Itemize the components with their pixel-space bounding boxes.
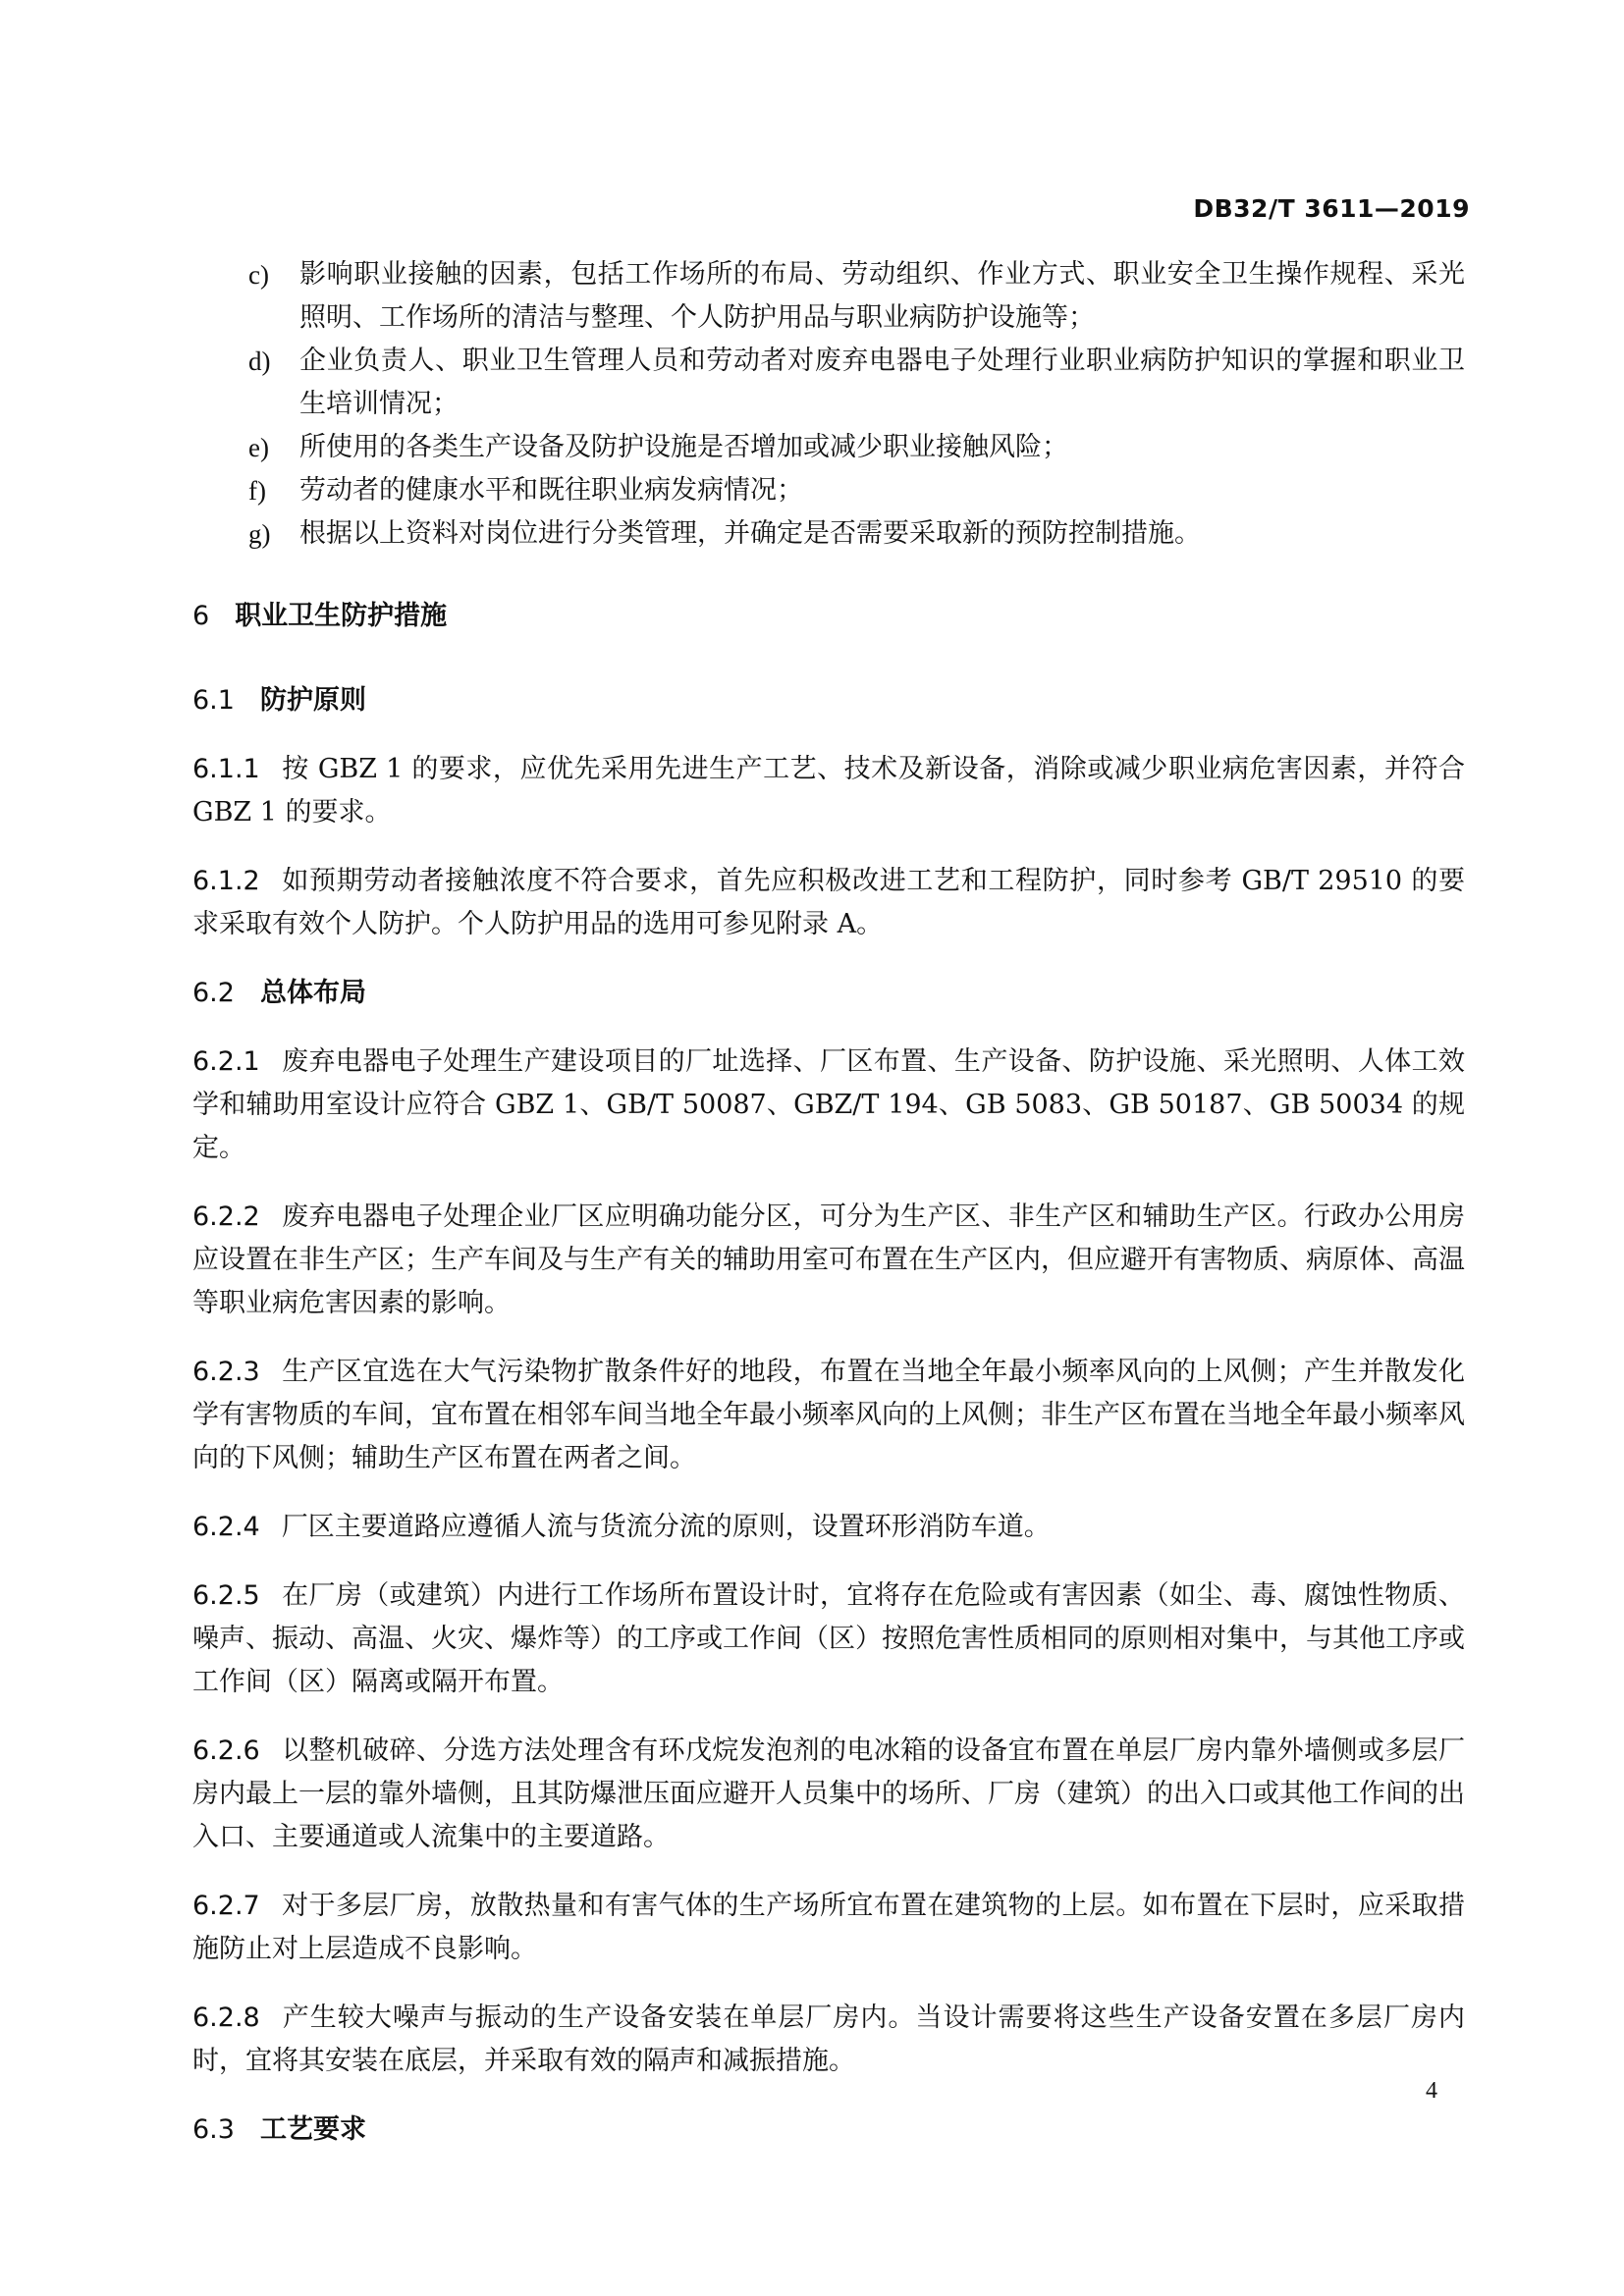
clause-text: 废弃电器电子处理企业厂区应明确功能分区，可分为生产区、非生产区和辅助生产区。行政办公用房应设置在非生产区；生产车间及与生产有关的辅助用室可布置在生产区内，但应避开有害物质、病原体、高温等职业病危害因素的影响。 <box>192 1201 1465 1318</box>
section-title: 总体布局 <box>259 978 366 1008</box>
list-item-text: 根据以上资料对岗位进行分类管理，并确定是否需要采取新的预防控制措施。 <box>299 518 1201 549</box>
clause-number: 6.2.2 <box>192 1201 260 1232</box>
list-item-c <box>192 253 1465 340</box>
clause-number: 6.2.5 <box>192 1580 260 1611</box>
section-title: 防护原则 <box>259 685 366 716</box>
clause-number: 6.2.6 <box>192 1735 260 1766</box>
section-6-heading <box>192 595 1465 638</box>
list-item-text: 所使用的各类生产设备及防护设施是否增加或减少职业接触风险； <box>299 432 1068 462</box>
page-number: 4 <box>1426 2078 1437 2104</box>
section-number: 6.3 <box>192 2114 235 2145</box>
clause-text: 厂区主要道路应遵循人流与货流分流的原则，设置环形消防车道。 <box>281 1512 1051 1542</box>
section-title: 职业卫生防护措施 <box>235 601 448 631</box>
list-item-e <box>192 426 1465 469</box>
clause-6-1-1 <box>192 748 1465 834</box>
section-6-1-heading <box>192 679 1465 722</box>
list-marker: f) <box>248 476 266 506</box>
clause-number: 6.2.7 <box>192 1891 260 1921</box>
list-marker: d) <box>248 347 271 376</box>
clause-text: 按 GBZ 1 的要求，应优先采用先进生产工艺、技术及新设备，消除或减少职业病危害因素，并符合 GBZ 1 的要求。 <box>192 754 1465 828</box>
list-item-f <box>192 469 1465 512</box>
clause-text: 废弃电器电子处理生产建设项目的厂址选择、厂区布置、生产设备、防护设施、采光照明、人体工效学和辅助用室设计应符合 GBZ 1、GB/T 50087、GBZ/T 194、GB 5083、GB 50187、GB 50034 的规定。 <box>192 1046 1465 1163</box>
clause-text: 对于多层厂房，放散热量和有害气体的生产场所宜布置在建筑物的上层。如布置在下层时，应采取措施防止对上层造成不良影响。 <box>192 1891 1465 1964</box>
list-item-text: 劳动者的健康水平和既往职业病发病情况； <box>299 475 803 506</box>
list-marker: g) <box>248 519 271 549</box>
clause-6-2-2 <box>192 1196 1465 1325</box>
list-item-g <box>192 512 1465 556</box>
document-code: DB32/T 3611—2019 <box>1193 194 1470 223</box>
clause-6-2-3 <box>192 1351 1465 1480</box>
clause-text: 在厂房（或建筑）内进行工作场所布置设计时，宜将存在危险或有害因素（如尘、毒、腐蚀性物质、噪声、振动、高温、火灾、爆炸等）的工序或工作间（区）按照危害性质相同的原则相对集中，与其他工序或工作间（区）隔离或隔开布置。 <box>192 1580 1465 1697</box>
list-marker: e) <box>248 433 269 462</box>
list-item-text: 企业负责人、职业卫生管理人员和劳动者对废弃电器电子处理行业职业病防护知识的掌握和职业卫生培训情况； <box>299 346 1465 419</box>
section-number: 6.1 <box>192 685 235 716</box>
list-item-text: 影响职业接触的因素，包括工作场所的布局、劳动组织、作业方式、职业安全卫生操作规程、采光照明、工作场所的清洁与整理、个人防护用品与职业病防护设施等； <box>299 259 1465 333</box>
clause-6-2-8 <box>192 1997 1465 2083</box>
clause-text: 生产区宜选在大气污染物扩散条件好的地段，布置在当地全年最小频率风向的上风侧；产生并散发化学有害物质的车间，宜布置在相邻车间当地全年最小频率风向的上风侧；非生产区布置在当地全年最小频率风向的下风侧；辅助生产区布置在两者之间。 <box>192 1357 1465 1473</box>
section-number: 6 <box>192 601 210 631</box>
clause-6-1-2 <box>192 860 1465 946</box>
clause-number: 6.2.1 <box>192 1046 260 1077</box>
clause-text: 以整机破碎、分选方法处理含有环戊烷发泡剂的电冰箱的设备宜布置在单层厂房内靠外墙侧或多层厂房内最上一层的靠外墙侧，且其防爆泄压面应避开人员集中的场所、厂房（建筑）的出入口或其他工作间的出入口、主要通道或人流集中的主要道路。 <box>192 1735 1465 1852</box>
list-marker: c) <box>248 260 269 290</box>
document-body <box>192 253 1465 2152</box>
clause-number: 6.2.3 <box>192 1357 260 1387</box>
section-6-2-heading <box>192 972 1465 1015</box>
section-number: 6.2 <box>192 978 235 1008</box>
clause-number: 6.2.4 <box>192 1512 260 1542</box>
clause-6-2-4 <box>192 1506 1465 1549</box>
clause-number: 6.1.1 <box>192 754 260 784</box>
clause-6-2-1 <box>192 1041 1465 1170</box>
clause-number: 6.1.2 <box>192 866 260 896</box>
section-title: 工艺要求 <box>259 2114 366 2145</box>
clause-number: 6.2.8 <box>192 2002 260 2033</box>
clause-text: 如预期劳动者接触浓度不符合要求，首先应积极改进工艺和工程防护，同时参考 GB/T 29510 的要求采取有效个人防护。个人防护用品的选用可参见附录 A。 <box>192 866 1465 939</box>
list-item-d <box>192 340 1465 426</box>
clause-text: 产生较大噪声与振动的生产设备安装在单层厂房内。当设计需要将这些生产设备安置在多层厂房内时，宜将其安装在底层，并采取有效的隔声和减振措施。 <box>192 2002 1465 2076</box>
clause-6-2-6 <box>192 1730 1465 1859</box>
section-6-3-heading <box>192 2109 1465 2152</box>
clause-6-2-7 <box>192 1885 1465 1971</box>
clause-6-2-5 <box>192 1575 1465 1704</box>
